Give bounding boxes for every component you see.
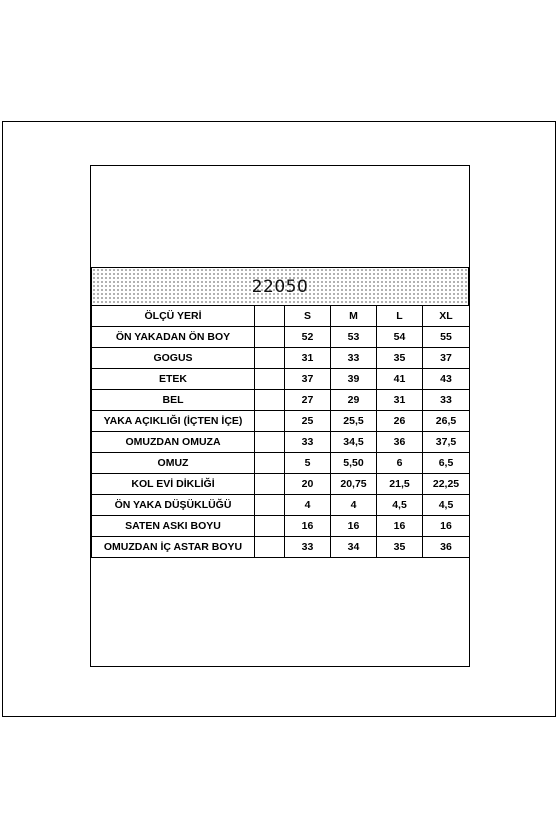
table-row (92, 453, 470, 474)
value-cell-xl: 37,5 (423, 432, 470, 453)
value-cell-l: 36 (377, 432, 423, 453)
value-cell-l: 41 (377, 369, 423, 390)
value-cell-l: 6 (377, 453, 423, 474)
size-table (91, 305, 470, 558)
measurement-label: KOL EVİ DİKLİĞİ (92, 474, 255, 495)
value-cell-xl: 36 (423, 537, 470, 558)
table-row (92, 495, 470, 516)
value-cell-l: 26 (377, 411, 423, 432)
header-row (92, 306, 470, 327)
header-size-xl: XL (423, 306, 470, 327)
table-row (92, 432, 470, 453)
title-band (91, 267, 469, 305)
table-row (92, 390, 470, 411)
value-cell-s: 5 (285, 453, 331, 474)
value-cell-s: 25 (285, 411, 331, 432)
measurement-label: GOGUS (92, 348, 255, 369)
value-cell-xl: 55 (423, 327, 470, 348)
value-cell-m: 20,75 (331, 474, 377, 495)
value-cell-s: 16 (285, 516, 331, 537)
measurement-label: ETEK (92, 369, 255, 390)
value-cell-m: 29 (331, 390, 377, 411)
value-cell-s: 27 (285, 390, 331, 411)
value-cell-xl: 22,25 (423, 474, 470, 495)
value-cell-m: 34 (331, 537, 377, 558)
value-cell-s: 33 (285, 537, 331, 558)
value-cell-s: 52 (285, 327, 331, 348)
header-size-m: M (331, 306, 377, 327)
table-row (92, 516, 470, 537)
table-row (92, 537, 470, 558)
header-size-l: L (377, 306, 423, 327)
value-cell-l: 4,5 (377, 495, 423, 516)
value-cell-l: 54 (377, 327, 423, 348)
value-cell-xl: 6,5 (423, 453, 470, 474)
gap-cell (255, 348, 285, 369)
value-cell-s: 33 (285, 432, 331, 453)
measurement-label: OMUZ (92, 453, 255, 474)
value-cell-xl: 26,5 (423, 411, 470, 432)
gap-cell (255, 495, 285, 516)
gap-cell (255, 369, 285, 390)
header-size-s: S (285, 306, 331, 327)
measurement-label: OMUZDAN OMUZA (92, 432, 255, 453)
value-cell-l: 31 (377, 390, 423, 411)
gap-cell (255, 453, 285, 474)
value-cell-s: 37 (285, 369, 331, 390)
value-cell-xl: 4,5 (423, 495, 470, 516)
table-row (92, 411, 470, 432)
table-body (92, 327, 470, 558)
table-row (92, 327, 470, 348)
value-cell-l: 35 (377, 348, 423, 369)
value-cell-s: 20 (285, 474, 331, 495)
value-cell-l: 21,5 (377, 474, 423, 495)
table-row (92, 474, 470, 495)
value-cell-xl: 37 (423, 348, 470, 369)
value-cell-m: 39 (331, 369, 377, 390)
table-row (92, 369, 470, 390)
measurement-label: SATEN ASKI BOYU (92, 516, 255, 537)
value-cell-m: 53 (331, 327, 377, 348)
value-cell-m: 33 (331, 348, 377, 369)
header-gap (255, 306, 285, 327)
value-cell-xl: 33 (423, 390, 470, 411)
header-label: ÖLÇÜ YERİ (92, 306, 255, 327)
gap-cell (255, 411, 285, 432)
value-cell-m: 16 (331, 516, 377, 537)
measurement-label: ÖN YAKADAN ÖN BOY (92, 327, 255, 348)
gap-cell (255, 537, 285, 558)
gap-cell (255, 474, 285, 495)
value-cell-s: 4 (285, 495, 331, 516)
size-chart (91, 267, 469, 558)
value-cell-xl: 43 (423, 369, 470, 390)
table-row (92, 348, 470, 369)
measurement-label: YAKA AÇIKLIĞI (İÇTEN İÇE) (92, 411, 255, 432)
gap-cell (255, 516, 285, 537)
value-cell-l: 16 (377, 516, 423, 537)
value-cell-s: 31 (285, 348, 331, 369)
value-cell-l: 35 (377, 537, 423, 558)
value-cell-m: 5,50 (331, 453, 377, 474)
measurement-label: BEL (92, 390, 255, 411)
product-code: 22050 (251, 276, 309, 297)
gap-cell (255, 327, 285, 348)
gap-cell (255, 390, 285, 411)
value-cell-m: 25,5 (331, 411, 377, 432)
value-cell-m: 4 (331, 495, 377, 516)
measurement-label: ÖN YAKA DÜŞÜKLÜĞÜ (92, 495, 255, 516)
value-cell-m: 34,5 (331, 432, 377, 453)
measurement-label: OMUZDAN İÇ ASTAR BOYU (92, 537, 255, 558)
value-cell-xl: 16 (423, 516, 470, 537)
gap-cell (255, 432, 285, 453)
